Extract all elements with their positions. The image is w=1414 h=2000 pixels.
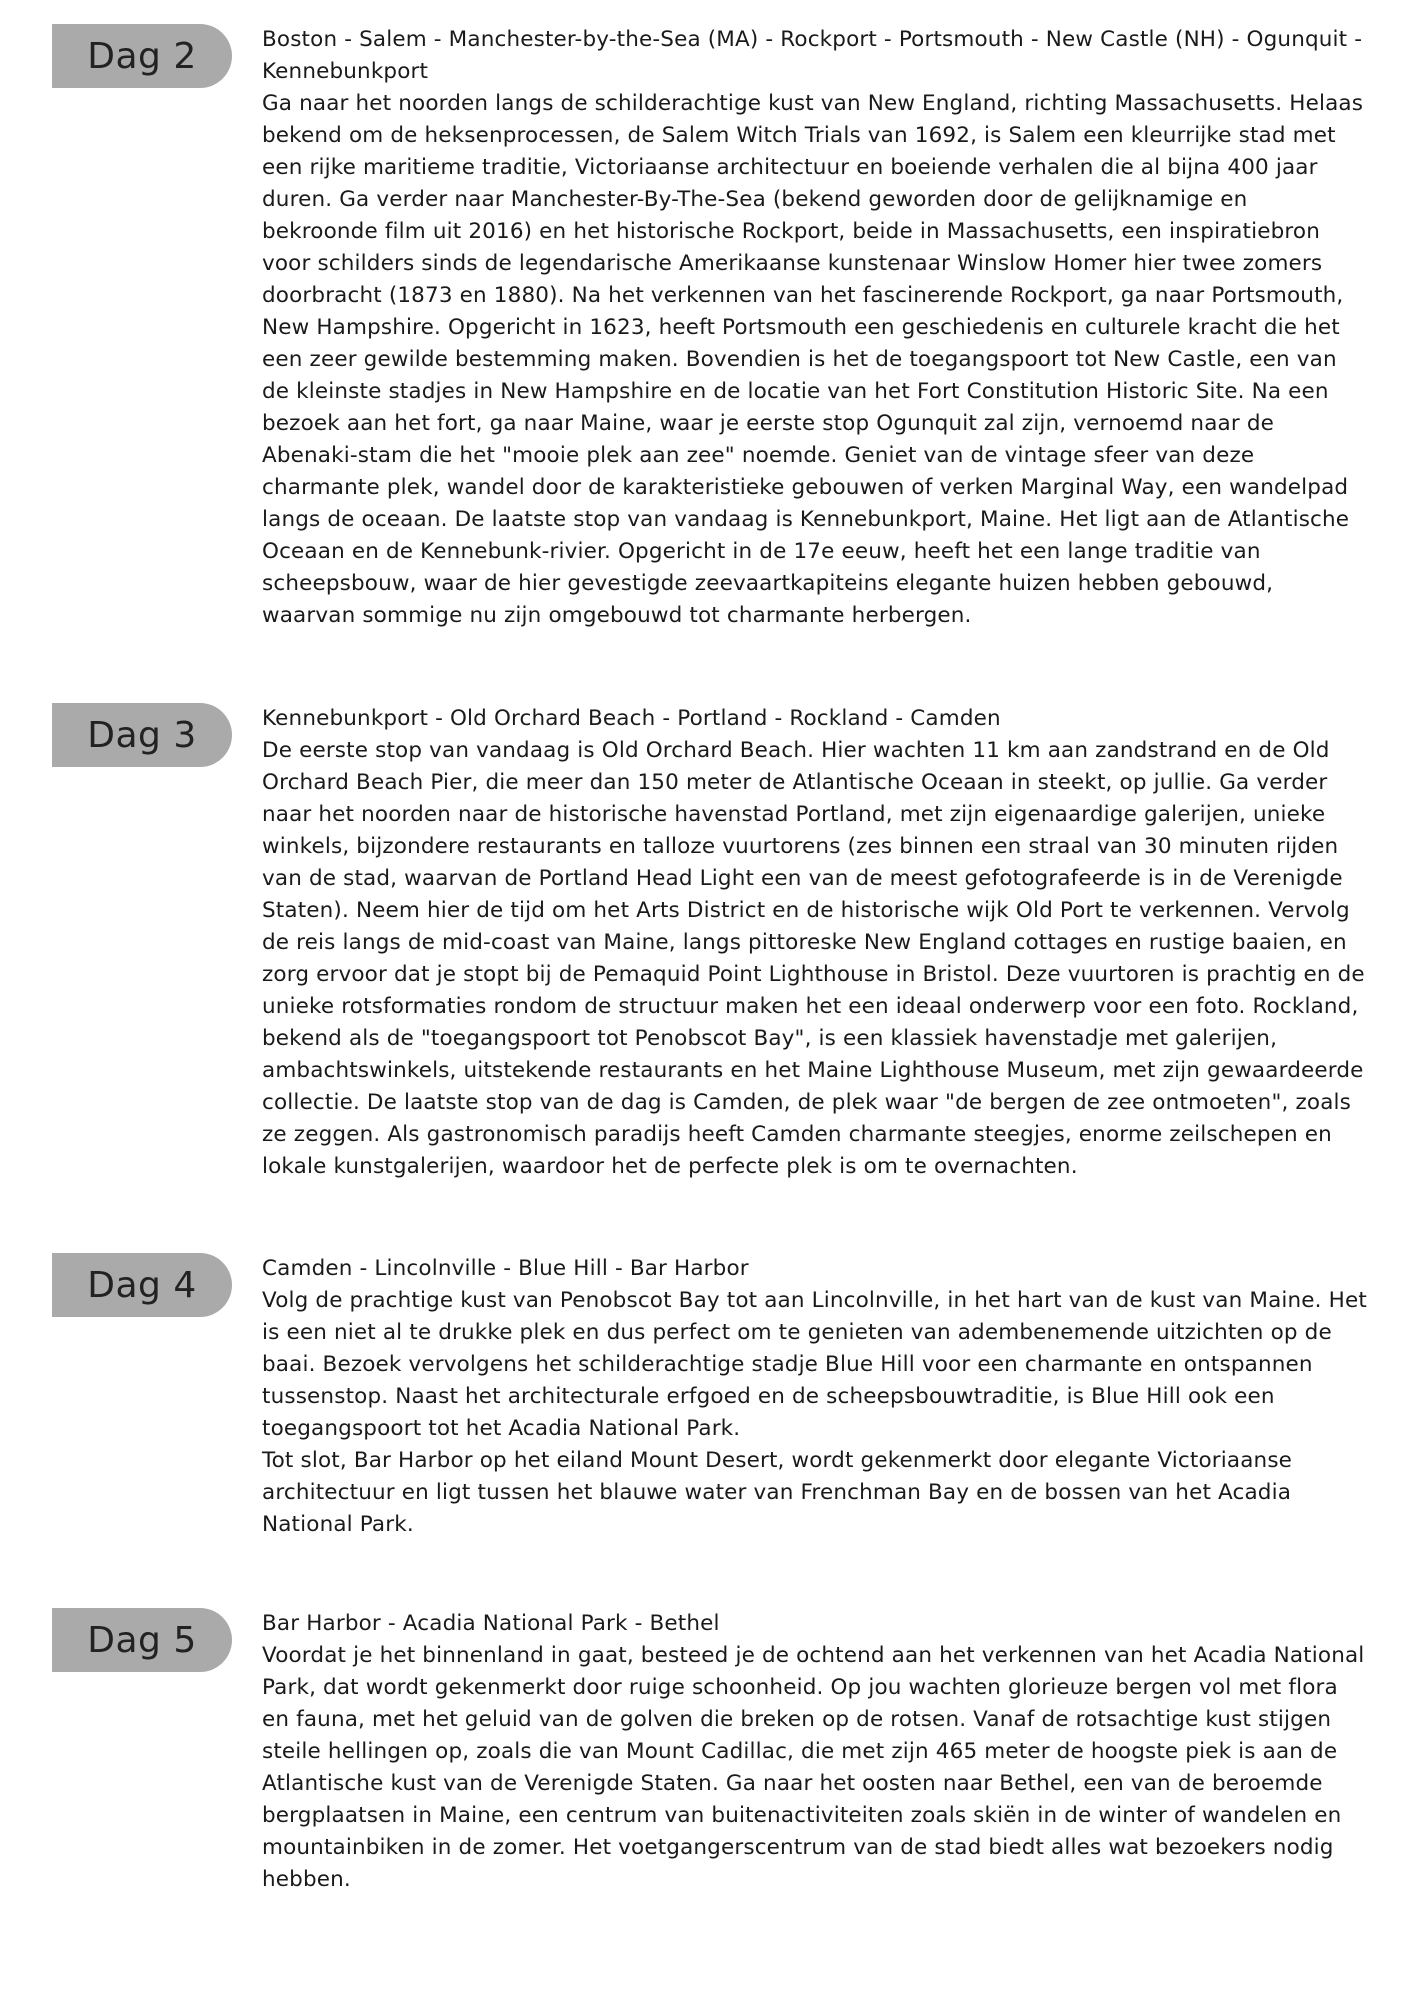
day-description: Ga naar het noorden langs de schilderachtige kust van New England, richting Massachusetts. Helaas bekend om de heksenprocessen, de Salem Witch Trials van 1692, is Salem een kleurrijke stad met een rijke maritieme traditie, Victoriaanse architectuur en boeiende verhalen die al bijna 400 jaar duren. Ga verder naar Manchester-By-The-Sea (bekend geworden door de gelijknamige en bekroonde film uit 2016) en het historische Rockport, beide in Massachusetts, een inspiratiebron voor schilders sinds de legendarische Amerikaanse kunstenaar Winslow Homer hier twee zomers doorbracht (1873 en 1880). Na het verkennen van het fascinerende Rockport, ga naar Portsmouth, New Hampshire. Opgericht in 1623, heeft Portsmouth een geschiedenis en culturele kracht die het een zeer gewilde bestemming maken. Bovendien is het de toegangspoort tot New Castle, een van de kleinste stadjes in New Hampshire en de locatie van het Fort Constitution Historic Site. Na een bezoek aan het fort, ga naar Maine, waar je eerste stop Ogunquit zal zijn, vernoemd naar de Abenaki-stam die het "mooie plek aan zee" noemde. Geniet van de vintage sfeer van deze charmante plek, wandel door de karakteristieke gebouwen of verken Marginal Way, een wandelpad langs de oceaan. De laatste stop van vandaag is Kennebunkport, Maine. Het ligt aan de Atlantische Oceaan en de Kennebunk-rivier. Opgericht in de 17e eeuw, heeft het een lange traditie van scheepsbouw, waar de hier gevestigde zeevaartkapiteins elegante huizen hebben gebouwd, waarvan sommige nu zijn omgebouwd tot charmante herbergen. [262,91,1364,628]
day-badge: Dag 4 [52,1253,232,1317]
day-badge: Dag 3 [52,703,232,767]
day-content [262,24,1370,632]
day-badge: Dag 5 [52,1608,232,1672]
day-route: Kennebunkport - Old Orchard Beach - Portland - Rockland - Camden [262,706,1001,731]
day-description: Tot slot, Bar Harbor op het eiland Mount Desert, wordt gekenmerkt door elegante Victoriaanse architectuur en ligt tussen het blauwe water van Frenchman Bay en de bossen van het Acadia National Park. [262,1448,1293,1537]
day-content [262,1608,1370,1896]
day-description: Volg de prachtige kust van Penobscot Bay tot aan Lincolnville, in het hart van de kust van Maine. Het is een niet al te drukke plek en dus perfect om te genieten van adembenemende uitzichten op de baai. Bezoek vervolgens het schilderachtige stadje Blue Hill voor een charmante en ontspannen tussenstop. Naast het architecturale erfgoed en de scheepsbouwtraditie, is Blue Hill ook een toegangspoort tot het Acadia National Park. [262,1288,1367,1441]
day-route: Camden - Lincolnville - Blue Hill - Bar Harbor [262,1256,749,1281]
day-route: Bar Harbor - Acadia National Park - Bethel [262,1611,720,1636]
day-description: Voordat je het binnenland in gaat, besteed je de ochtend aan het verkennen van het Acadia National Park, dat wordt gekenmerkt door ruige schoonheid. Op jou wachten glorieuze bergen vol met flora en fauna, met het geluid van de golven die breken op de rotsen. Vanaf de rotsachtige kust stijgen steile hellingen op, zoals die van Mount Cadillac, die met zijn 465 meter de hoogste piek is aan de Atlantische kust van de Verenigde Staten. Ga naar het oosten naar Bethel, een van de beroemde bergplaatsen in Maine, een centrum van buitenactiviteiten zoals skiën in de winter of wandelen en mountainbiken in de zomer. Het voetgangerscentrum van de stad biedt alles wat bezoekers nodig hebben. [262,1643,1365,1892]
day-content [262,1253,1370,1541]
day-content [262,703,1370,1183]
day-badge: Dag 2 [52,24,232,88]
day-description: De eerste stop van vandaag is Old Orchard Beach. Hier wachten 11 km aan zandstrand en de Old Orchard Beach Pier, die meer dan 150 meter de Atlantische Oceaan in steekt, op jullie. Ga verder naar het noorden naar de historische havenstad Portland, met zijn eigenaardige galerijen, unieke winkels, bijzondere restaurants en talloze vuurtorens (zes binnen een straal van 30 minuten rijden van de stad, waarvan de Portland Head Light een van de meest gefotografeerde is in de Verenigde Staten). Neem hier de tijd om het Arts District en de historische wijk Old Port te verkennen. Vervolg de reis langs de mid-coast van Maine, langs pittoreske New England cottages en rustige baaien, en zorg ervoor dat je stopt bij de Pemaquid Point Lighthouse in Bristol. Deze vuurtoren is prachtig en de unieke rotsformaties rondom de structuur maken het een ideaal onderwerp voor een foto. Rockland, bekend als de "toegangspoort tot Penobscot Bay", is een klassiek havenstadje met galerijen, ambachtswinkels, uitstekende restaurants en het Maine Lighthouse Museum, met zijn gewaardeerde collectie. De laatste stop van de dag is Camden, de plek waar "de bergen de zee ontmoeten", zoals ze zeggen. Als gastronomisch paradijs heeft Camden charmante steegjes, enorme zeilschepen en lokale kunstgalerijen, waardoor het de perfecte plek is om te overnachten. [262,738,1365,1179]
day-route: Boston - Salem - Manchester-by-the-Sea (MA) - Rockport - Portsmouth - New Castle (NH) - Ogunquit - Kennebunkport [262,27,1363,84]
